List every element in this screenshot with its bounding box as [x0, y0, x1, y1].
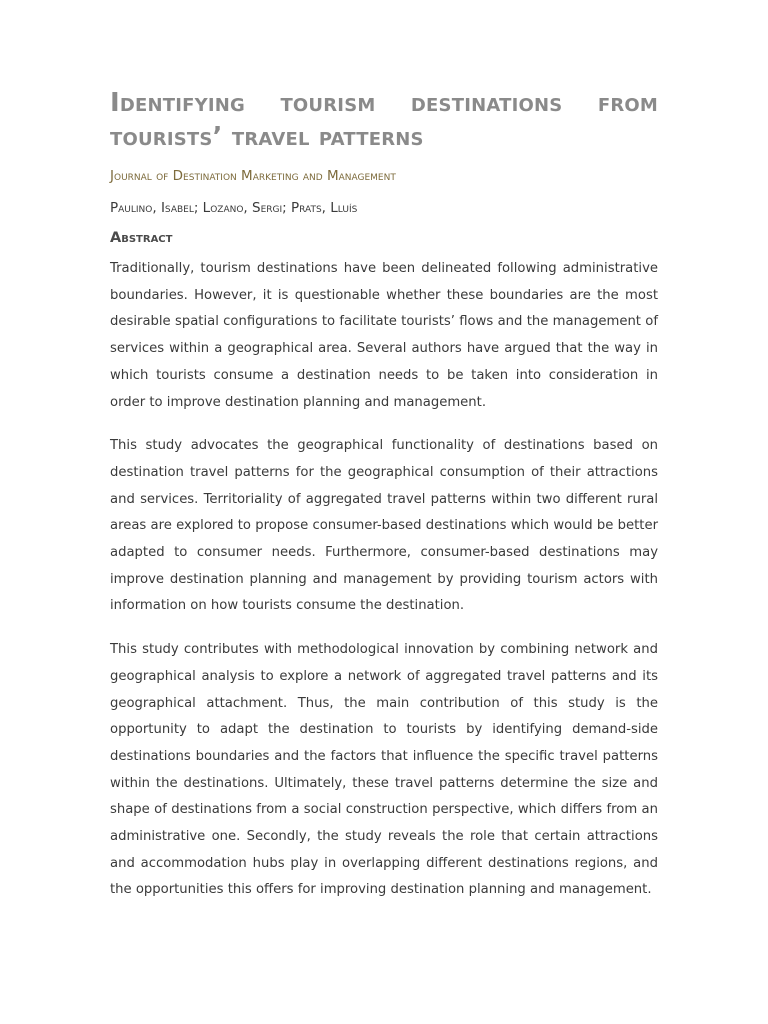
paper-title: Identifying tourism destinations from tourists’ travel patterns	[110, 88, 658, 152]
abstract-paragraph-3: This study contributes with methodological innovation by combining network and geographical analysis to explore a network of aggregated travel patterns and its geographical attachment. Thus, the main contribution of this study is the opportunity to adapt the destination to tourists by identifying demand-side destinations boundaries and the factors that influence the specific travel patterns within the destinations. Ultimately, these travel patterns determine the size and shape of destinations from a social construction perspective, which differs from an administrative one. Secondly, the study reveals the role that certain attractions and accommodation hubs play in overlapping different destinations regions, and the opportunities this offers for improving destination planning and management.	[110, 642, 658, 898]
author-list: Paulino, Isabel; Lozano, Sergi; Prats, Lluís	[110, 200, 358, 216]
journal-name: Journal of Destination Marketing and Management	[110, 168, 396, 184]
paper-page	[110, 86, 658, 921]
abstract-heading: Abstract	[110, 230, 173, 246]
abstract-paragraph-1: Traditionally, tourism destinations have been delineated following administrative boundaries. However, it is questionable whether these boundaries are the most desirable spatial configurations to facilitate tourists’ flows and the management of services within a geographical area. Several authors have argued that the way in which tourists consume a destination needs to be taken into consideration in order to improve destination planning and management.	[110, 261, 658, 410]
abstract-paragraph-2: This study advocates the geographical functionality of destinations based on destination travel patterns for the geographical consumption of their attractions and services. Territoriality of aggregated travel patterns within two different rural areas are explored to propose consumer-based destinations which would be better adapted to consumer needs. Furthermore, consumer-based destinations may improve destination planning and management by providing tourism actors with information on how tourists consume the destination.	[110, 438, 658, 614]
